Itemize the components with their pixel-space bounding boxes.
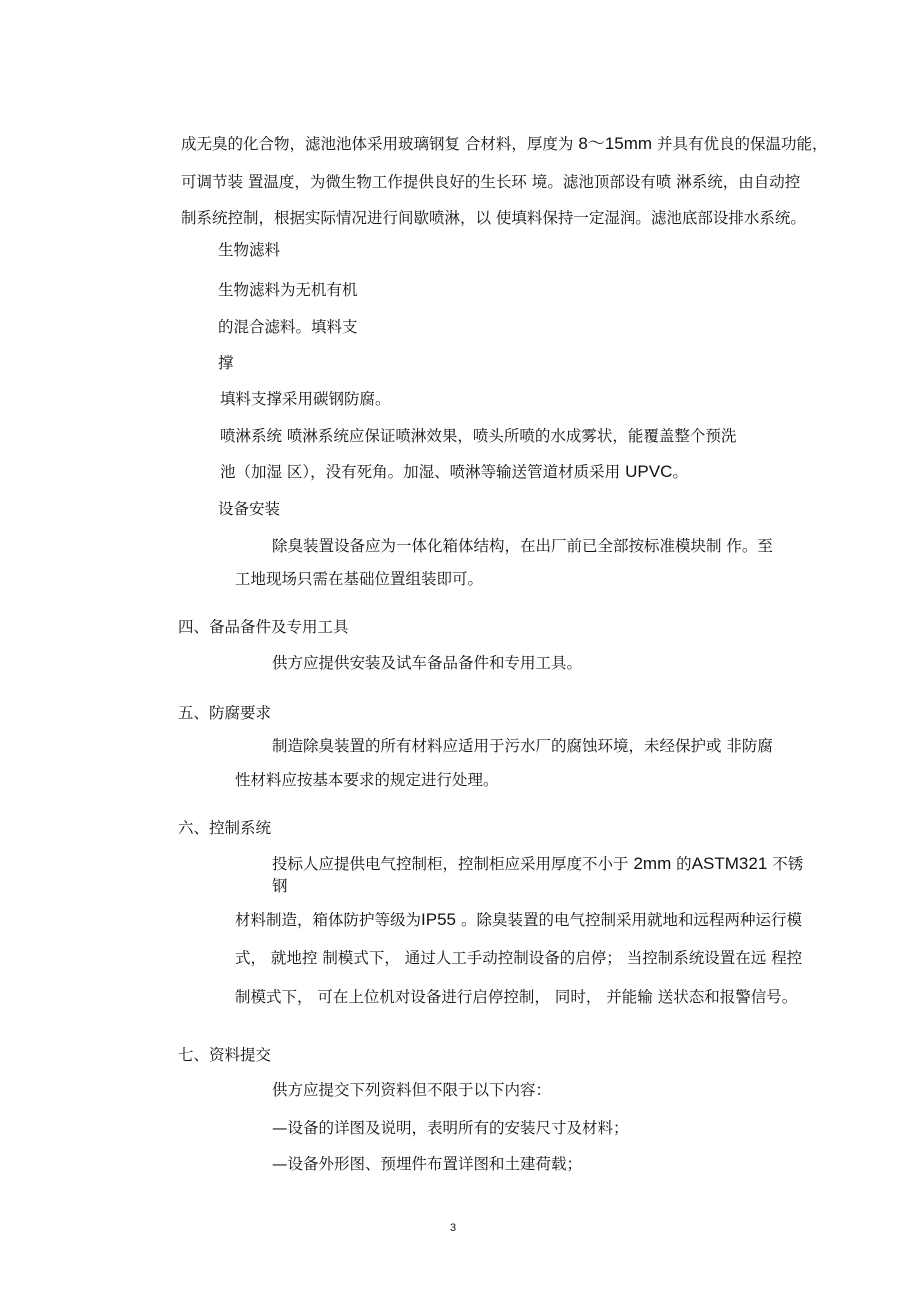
body-line: 供方应提供安装及试车备品备件和专用工具。	[272, 654, 583, 672]
body-line: 撑	[218, 354, 234, 372]
body-line: 生物滤料为无机有机	[218, 281, 358, 299]
body-line: 喷淋系统 喷淋系统应保证喷淋效果，喷头所喷的水成雾状，能覆盖整个预洗	[220, 427, 737, 445]
subheading: 设备安装	[218, 500, 281, 518]
body-line: 的混合滤料。填料支	[218, 318, 358, 336]
body-line: 式， 就地控 制模式下， 通过人工手动控制设备的启停； 当控制系统设置在远 程控	[235, 949, 803, 967]
page-number: 3	[450, 1222, 457, 1234]
section-heading: 六、控制系统	[178, 819, 272, 837]
body-line: 性材料应按基本要求的规定进行处理。	[235, 771, 499, 789]
body-line: 供方应提交下列资料但不限于以下内容：	[272, 1081, 552, 1099]
body-line: 填料支撑采用碳钢防腐。	[220, 390, 391, 408]
body-line: 成无臭的化合物，滤池池体采用玻璃钢复 合材料，厚度为 8～15mm 并具有优良的保温功能，	[181, 134, 828, 153]
body-line: 制系统控制，根据实际情况进行间歇喷淋，以 使填料保持一定湿润。滤池底部设排水系统。	[181, 209, 806, 227]
section-heading: 七、资料提交	[178, 1046, 272, 1064]
body-line: 投标人应提供电气控制柜，控制柜应采用厚度不小于 2mm 的ASTM321 不锈	[272, 854, 804, 873]
body-line: 池（加湿 区），没有死角。加湿、喷淋等输送管道材质采用 UPVC。	[220, 462, 688, 481]
body-line: 可调节装 置温度，为微生物工作提供良好的生长环 境。滤池顶部设有喷 淋系统，由自动控	[181, 173, 801, 191]
body-line: 除臭装置设备应为一体化箱体结构，在出厂前已全部按标准模块制 作。至	[272, 537, 773, 555]
body-line: 钢	[272, 877, 288, 895]
body-line: 工地现场只需在基础位置组装即可。	[235, 570, 484, 588]
body-line: 材料制造，箱体防护等级为IP55 。除臭装置的电气控制采用就地和远程两种运行模	[235, 910, 802, 929]
section-heading: 五、防腐要求	[178, 704, 272, 722]
list-item: —设备的详图及说明，表明所有的安装尺寸及材料；	[272, 1119, 629, 1137]
body-line: 制造除臭装置的所有材料应适用于污水厂的腐蚀环境，未经保护或 非防腐	[272, 737, 773, 755]
body-line: 制模式下， 可在上位机对设备进行启停控制， 同时， 并能输 送状态和报警信号。	[235, 988, 798, 1006]
list-item: —设备外形图、预埋件布置详图和土建荷载；	[272, 1155, 583, 1173]
section-heading: 四、备品备件及专用工具	[178, 618, 349, 636]
subheading: 生物滤料	[218, 241, 281, 259]
